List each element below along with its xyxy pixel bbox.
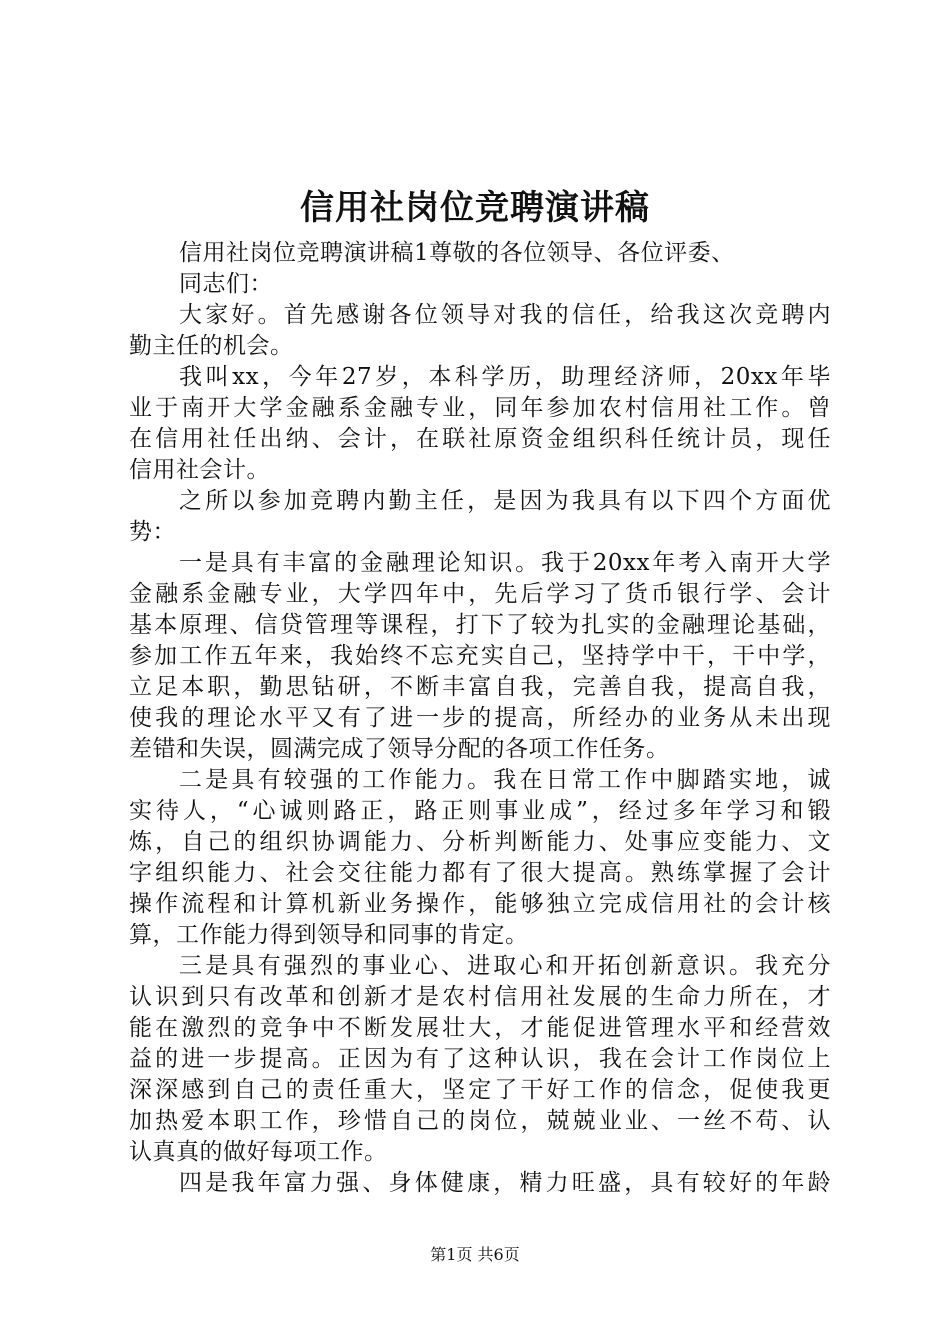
document-body xyxy=(129,238,831,1199)
text-line: 益的进一步提高。正因为有了这种认识，我在会计工作岗位上 xyxy=(129,1046,831,1072)
text-line: 业于南开大学金融系金融专业，同年参加农村信用社工作。曾 xyxy=(129,395,831,421)
text-line: 加热爱本职工作，珍惜自己的岗位，兢兢业业、一丝不苟、认 xyxy=(129,1108,831,1134)
text-line: 信用社岗位竞聘演讲稿1尊敬的各位领导、各位评委、 xyxy=(179,240,735,266)
page-footer: 第1页 共6页 xyxy=(430,1245,520,1264)
text-line: 字组织能力、社会交往能力都有了很大提高。熟练掌握了会计 xyxy=(129,860,831,886)
text-line: 二是具有较强的工作能力。我在日常工作中脚踏实地，诚 xyxy=(179,767,831,793)
text-line: 认识到只有改革和创新才是农村信用社发展的生命力所在，才 xyxy=(129,984,831,1010)
text-line: 操作流程和计算机新业务操作，能够独立完成信用社的会计核 xyxy=(129,891,831,917)
text-line: 三是具有强烈的事业心、进取心和开拓创新意识。我充分 xyxy=(179,953,831,979)
text-line: 算，工作能力得到领导和同事的肯定。 xyxy=(129,922,529,948)
text-line: 在信用社任出纳、会计，在联社原资金组织科任统计员，现任 xyxy=(129,426,831,452)
text-line: 信用社会计。 xyxy=(129,457,270,483)
text-line: 勤主任的机会。 xyxy=(129,333,294,359)
text-line: 使我的理论水平又有了进一步的提高，所经办的业务从未出现 xyxy=(129,705,831,731)
text-line: 参加工作五年来，我始终不忘充实自己，坚持学中干，干中学， xyxy=(129,643,831,669)
text-line: 大家好。首先感谢各位领导对我的信任，给我这次竞聘内 xyxy=(179,302,831,328)
text-line: 基本原理、信贷管理等课程，打下了较为扎实的金融理论基础， xyxy=(129,612,831,638)
text-line: 势： xyxy=(129,519,176,545)
text-line: 深深感到自己的责任重大，坚定了干好工作的信念，促使我更 xyxy=(129,1077,831,1103)
text-line: 同志们： xyxy=(179,271,273,297)
text-line: 金融系金融专业，大学四年中，先后学习了货币银行学、会计 xyxy=(129,581,831,607)
text-line: 差错和失误，圆满完成了领导分配的各项工作任务。 xyxy=(129,736,670,762)
text-line: 四是我年富力强、身体健康，精力旺盛，具有较好的年龄 xyxy=(179,1170,831,1196)
text-line: 实待人，“心诚则路正，路正则事业成”，经过多年学习和锻 xyxy=(129,798,831,824)
document-title: 信用社岗位竞聘演讲稿 xyxy=(300,188,650,228)
text-line: 炼，自己的组织协调能力、分析判断能力、处事应变能力、文 xyxy=(129,829,831,855)
text-line: 之所以参加竞聘内勤主任，是因为我具有以下四个方面优 xyxy=(179,488,831,514)
text-line: 一是具有丰富的金融理论知识。我于20xx年考入南开大学 xyxy=(179,550,831,576)
text-line: 认真真的做好每项工作。 xyxy=(129,1139,388,1165)
text-line: 能在激烈的竞争中不断发展壮大，才能促进管理水平和经营效 xyxy=(129,1015,831,1041)
text-line: 我叫xx，今年27岁，本科学历，助理经济师，20xx年毕 xyxy=(179,364,831,390)
text-line: 立足本职，勤思钻研，不断丰富自我，完善自我，提高自我， xyxy=(129,674,831,700)
